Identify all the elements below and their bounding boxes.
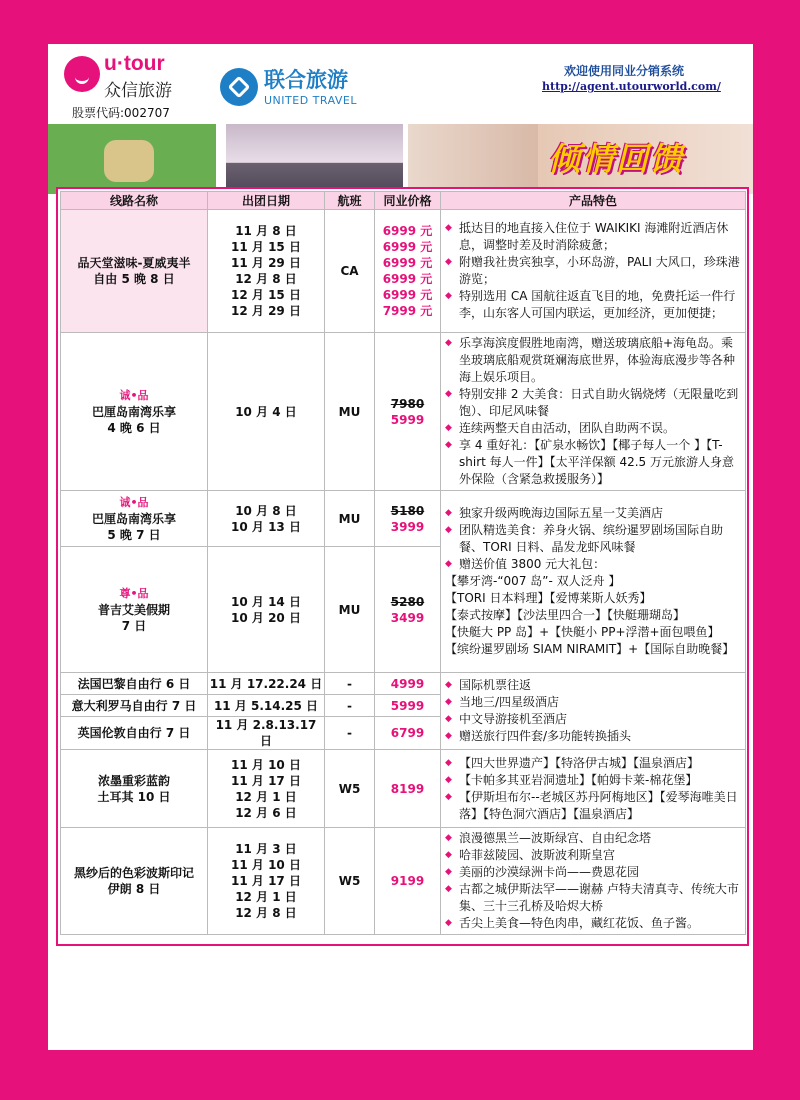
header	[48, 44, 753, 124]
price-cell	[375, 210, 441, 333]
route-name	[61, 547, 208, 673]
price-line: 6999 元	[382, 272, 433, 286]
departure-dates: 11 月 2.8.13.17 日	[208, 717, 325, 750]
contact-row	[56, 950, 746, 971]
banner-photo-1	[48, 124, 216, 194]
route-name-line: 巴厘岛南湾乐享	[91, 404, 176, 419]
contact-entry: 董 雯 T：18669700750 QQ：2262182499	[118, 995, 364, 1009]
feature-item: ◆ 特别安排 2 大美食：日式自助火锅烧烤（无限量吃到饱）、印尼风味餐	[445, 386, 743, 420]
contact-label: 联系人：	[56, 953, 105, 967]
contact-entry: 李军军 T：18765918925 QQ：2633573947	[375, 974, 630, 988]
date-line: 12 月 8 日	[235, 906, 297, 920]
price-cell: 6799	[375, 717, 441, 750]
feature-item: ◆ 【伊斯坦布尔--老城区苏丹阿梅地区】【爱琴海唯美日落】【特色洞穴酒店】【温泉酒店】	[445, 789, 743, 823]
feature-item: ◆ 赠送价值 3800 元大礼包：	[445, 556, 743, 573]
price-cell: 4999	[375, 673, 441, 695]
date-line: 11 月 17 日	[231, 874, 301, 888]
feature-item: ◆ 舌尖上美食—特色肉串，藏红花饭、鱼子酱。	[445, 915, 743, 932]
route-name	[61, 210, 208, 333]
date-line: 10 月 8 日	[235, 503, 297, 518]
feature-item: ◆ 【卡帕多其亚岩洞遗址】【帕姆卡莱-棉花堡】	[445, 772, 743, 789]
date-line: 12 月 1 日	[235, 890, 297, 904]
route-name-line: 4 晚 6 日	[107, 420, 161, 435]
date-line: 10 月 4 日	[235, 404, 297, 419]
table-row	[61, 333, 746, 491]
route-name	[61, 750, 208, 828]
feature-item: ◆ 【四大世界遗产】【特洛伊古城】【温泉酒店】	[445, 755, 743, 772]
contact-entry: 张佳宁 T：13678899565 QQ：766560835	[118, 953, 365, 967]
contact-entry: 张 群 T：13625428007 QQ：3076642052	[376, 953, 622, 967]
route-name-line: 巴厘岛南湾乐享	[91, 511, 176, 526]
price-cell	[375, 491, 441, 547]
airline-code: -	[325, 717, 375, 750]
price-cell	[375, 333, 441, 491]
feature-item: ◆ 美丽的沙漠绿洲卡尚——费恩花园	[445, 864, 743, 881]
table-row	[61, 210, 746, 333]
airline-code: MU	[325, 333, 375, 491]
route-name: 法国巴黎自由行 6 日	[61, 673, 208, 695]
utour-chinese-name: 众信旅游	[104, 81, 172, 101]
price-line: 3999	[390, 519, 425, 534]
gift-line: 【攀牙湾-“007 岛”- 双人泛舟 】	[445, 574, 621, 588]
route-tag: 诚•品	[119, 495, 149, 509]
table-row	[61, 750, 746, 828]
date-line: 12 月 15 日	[231, 288, 301, 302]
price-line: 6999 元	[382, 240, 433, 254]
date-line: 12 月 8 日	[235, 272, 297, 286]
route-name-line: 浓墨重彩蓝韵	[97, 773, 170, 788]
date-line: 11 月 29 日	[231, 256, 301, 270]
contact-row	[56, 1013, 746, 1034]
col-header-features: 产品特色	[441, 192, 746, 210]
features-cell	[441, 673, 746, 750]
route-name-line: 7 日	[121, 618, 147, 633]
price-line: 3499	[390, 610, 425, 625]
contact-entry: 白 云 T：15588681641 QQ：1379524339	[118, 974, 364, 988]
route-name	[61, 828, 208, 935]
route-name-line: 自由 5 晚 8 日	[93, 272, 175, 286]
price-cell: 9199	[375, 828, 441, 935]
united-travel-logo-icon	[220, 68, 258, 106]
flyer-sheet	[48, 44, 753, 1050]
feature-item: ◆ 附赠我社贵宾独享，小环岛游，PALI 大风口，珍珠港游览；	[445, 254, 743, 288]
departure-dates	[208, 828, 325, 935]
feature-item: ◆ 连续两整天自由活动，团队自助两不误。	[445, 420, 743, 437]
contact-row	[56, 971, 746, 992]
original-price: 5180	[390, 503, 425, 518]
welcome-text: 欢迎使用同业分销系统	[564, 64, 685, 78]
banner-photo-2	[226, 124, 403, 194]
col-header-date: 出团日期	[208, 192, 325, 210]
route-table	[60, 191, 746, 935]
gift-line: 【泰式按摩】【沙法里四合一】【快艇珊瑚岛】	[445, 608, 686, 622]
date-line: 11 月 10 日	[231, 757, 301, 772]
price-line: 6999 元	[382, 288, 433, 302]
date-line: 11 月 17 日	[231, 773, 301, 788]
utour-logo-icon	[64, 56, 100, 92]
airline-code: MU	[325, 547, 375, 673]
promo-slogan: 倾情回馈	[548, 140, 685, 178]
table-header-row	[61, 192, 746, 210]
departure-dates	[208, 750, 325, 828]
price-line: 5999	[390, 412, 425, 427]
date-line: 10 月 20 日	[231, 610, 301, 625]
contact-label: 负责人：	[56, 1016, 105, 1030]
airline-code: W5	[325, 750, 375, 828]
departure-dates	[208, 547, 325, 673]
route-name	[61, 491, 208, 547]
features-cell	[441, 750, 746, 828]
route-name	[61, 333, 208, 491]
price-line: 7999 元	[382, 304, 433, 318]
departure-dates: 11 月 5.14.25 日	[208, 695, 325, 717]
feature-item: ◆ 乐享海滨度假胜地南湾，赠送玻璃底船+海龟岛。乘坐玻璃底船观赏斑斓海底世界，体验海底漫步等各种海上娱乐项目。	[445, 335, 743, 386]
airline-code: -	[325, 695, 375, 717]
date-line: 10 月 13 日	[231, 519, 301, 534]
contact-entry: 韩 良 T：13791988942 QQ：108836951	[118, 1016, 357, 1030]
route-name-line: 普吉艾美假期	[97, 602, 170, 617]
gift-line: 【缤纷暹罗剧场 SIAM NIRAMIT】+【国际自助晚餐】	[445, 642, 735, 656]
airline-code: -	[325, 673, 375, 695]
date-line: 12 月 29 日	[231, 304, 301, 318]
date-line: 10 月 14 日	[231, 594, 301, 609]
route-name-line: 黑纱后的色彩波斯印记	[73, 866, 194, 880]
route-name: 意大利罗马自由行 7 日	[61, 695, 208, 717]
table-row	[61, 491, 746, 547]
photo-banner	[48, 124, 753, 194]
feature-item: ◆ 哈菲兹陵园、波斯波利斯皇宫	[445, 847, 743, 864]
contact-block	[56, 950, 746, 1034]
route-name-line: 伊朗 8 日	[107, 882, 161, 896]
table-row	[61, 828, 746, 935]
date-line: 11 月 15 日	[231, 240, 301, 254]
date-line: 11 月 3 日	[235, 842, 297, 856]
departure-dates: 11 月 17.22.24 日	[208, 673, 325, 695]
col-header-route: 线路名称	[61, 192, 208, 210]
agent-site-link[interactable]: http://agent.utourworld.com/	[542, 80, 721, 93]
route-tag: 尊•品	[119, 586, 149, 600]
route-name-line: 5 晚 7 日	[107, 527, 161, 542]
united-travel-chinese-name: 联合旅游	[264, 68, 348, 92]
table-row	[61, 673, 746, 695]
airline-code: CA	[325, 210, 375, 333]
departure-dates	[208, 333, 325, 491]
gift-line: 【快艇大 PP 岛】+【快艇小 PP+浮潜+面包喂鱼】	[445, 625, 720, 639]
feature-item: ◆ 赠送旅行四件套/多功能转换插头	[445, 728, 743, 745]
airline-code: W5	[325, 828, 375, 935]
feature-item: ◆ 团队精选美食：养身火锅、缤纷暹罗剧场国际自助餐、TORI 日料、晶发龙虾风味餐	[445, 522, 743, 556]
col-header-flight: 航班	[325, 192, 375, 210]
original-price: 5280	[390, 594, 425, 609]
original-price: 7980	[390, 396, 425, 411]
stock-code: 股票代码:002707	[72, 106, 170, 120]
feature-item: ◆ 中文导游接机至酒店	[445, 711, 743, 728]
features-cell	[441, 333, 746, 491]
route-tag: 诚•品	[119, 388, 149, 402]
feature-item: ◆ 浪漫德黑兰—波斯绿宫、自由纪念塔	[445, 830, 743, 847]
feature-item: ◆ 特别选用 CA 国航往返直飞目的地，免费托运一件行李，山东客人可国内联运，更加经济，更加便捷；	[445, 288, 743, 322]
price-line: 6999 元	[382, 256, 433, 270]
united-travel-english-name: UNITED TRAVEL	[264, 94, 358, 107]
features-cell	[441, 828, 746, 935]
date-line: 11 月 10 日	[231, 858, 301, 872]
features-cell	[441, 491, 746, 673]
contact-row	[56, 992, 746, 1013]
col-header-price: 同业价格	[375, 192, 441, 210]
feature-item: ◆ 当地三/四星级酒店	[445, 694, 743, 711]
price-cell	[375, 547, 441, 673]
banner-photo-3	[408, 124, 538, 194]
gift-line: 【TORI 日本料理】【爱博莱斯人妖秀】	[445, 591, 652, 605]
feature-item: ◆ 古都之城伊斯法罕——谢赫 卢特夫清真寺、传统大市集、三十三孔桥及哈烬大桥	[445, 881, 743, 915]
features-cell	[441, 210, 746, 333]
route-name-line: 土耳其 10 日	[97, 789, 171, 804]
route-table-frame	[56, 187, 749, 946]
date-line: 11 月 8 日	[235, 224, 297, 238]
airline-code: MU	[325, 491, 375, 547]
route-name: 英国伦敦自由行 7 日	[61, 717, 208, 750]
departure-dates	[208, 210, 325, 333]
price-cell: 8199	[375, 750, 441, 828]
route-name-line: 品天堂滋味-夏威夷半	[77, 256, 191, 270]
date-line: 12 月 6 日	[235, 805, 297, 820]
date-line: 12 月 1 日	[235, 789, 297, 804]
feature-item: ◆ 享 4 重好礼：【矿泉水畅饮】【椰子每人一个 】【T-shirt 每人一件】【太平洋保额 42.5 万元旅游人身意外保险（含紧急救援服务）】	[445, 437, 743, 488]
feature-item: ◆ 国际机票往返	[445, 677, 743, 694]
utour-wordmark: u·tour	[104, 52, 165, 75]
price-line: 6999 元	[382, 224, 433, 238]
price-cell: 5999	[375, 695, 441, 717]
feature-item: ◆ 独家升级两晚海边国际五星一艾美酒店	[445, 505, 743, 522]
feature-item: ◆ 抵达目的地直接入住位于 WAIKIKI 海滩附近酒店休息，调整时差及时消除疲惫；	[445, 220, 743, 254]
departure-dates	[208, 491, 325, 547]
